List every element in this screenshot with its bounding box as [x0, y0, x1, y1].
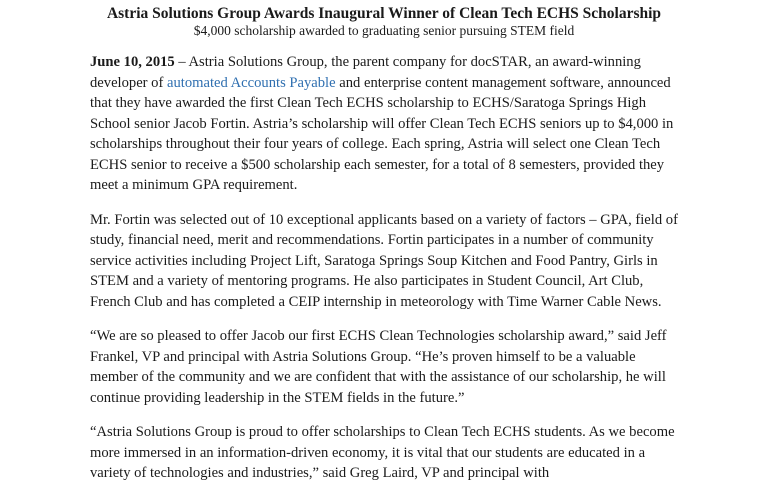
headline: Astria Solutions Group Awards Inaugural Winner of Clean Tech ECHS Scholarship — [106, 5, 662, 22]
release-date: June 10, 2015 — [90, 54, 175, 70]
article-body — [90, 52, 680, 498]
paragraph-1 — [90, 52, 680, 196]
paragraph-1-text-a: – Astria Solutions Group, the parent company for docSTAR, an award-winning developer of — [90, 54, 641, 91]
subheadline: $4,000 scholarship awarded to graduating senior pursuing STEM field — [193, 23, 575, 38]
accounts-payable-link[interactable]: automated Accounts Payable — [167, 74, 336, 91]
paragraph-2: Mr. Fortin was selected out of 10 exceptional applicants based on a variety of factors – GPA, field of study, financial need, merit and recommendations. Fortin participates in a number of community service activities including Project Lift, Saratoga Springs Soup Kitchen and Food Pantry, Girls in STEM and a variety of mentoring programs. He also participates in Student Council, Art Club, French Club and has completed a CEIP internship in meteorology with Time Warner Cable News. — [90, 211, 678, 310]
paragraph-1-text-b: and enterprise content management software, announced that they have awarded the first Clean Tech ECHS scholarship to ECHS/Saratoga Springs High School senior Jacob Fortin. Astria’s scholarship will offer Clean Tech ECHS seniors up to $4,000 in scholarships throughout their four years of college. Each spring, Astria will select one Clean Tech ECHS senior to receive a $500 scholarship each semester, for a total of 8 semesters, provided they meet a minimum GPA requirement. — [90, 74, 674, 193]
paragraph-4: “Astria Solutions Group is proud to offer scholarships to Clean Tech ECHS students. As we become more immersed in an information-driven economy, it is vital that our students are educated in a variety of technologies and industries,” said Greg Laird, VP and principal with — [90, 424, 675, 481]
paragraph-3: “We are so pleased to offer Jacob our first ECHS Clean Technologies scholarship award,” said Jeff Frankel, VP and principal with Astria Solutions Group. “He’s proven himself to be a valuable member of the community and we are confident that with the assistance of our scholarship, he will continue providing leadership in the STEM fields in the future.” — [90, 328, 667, 406]
